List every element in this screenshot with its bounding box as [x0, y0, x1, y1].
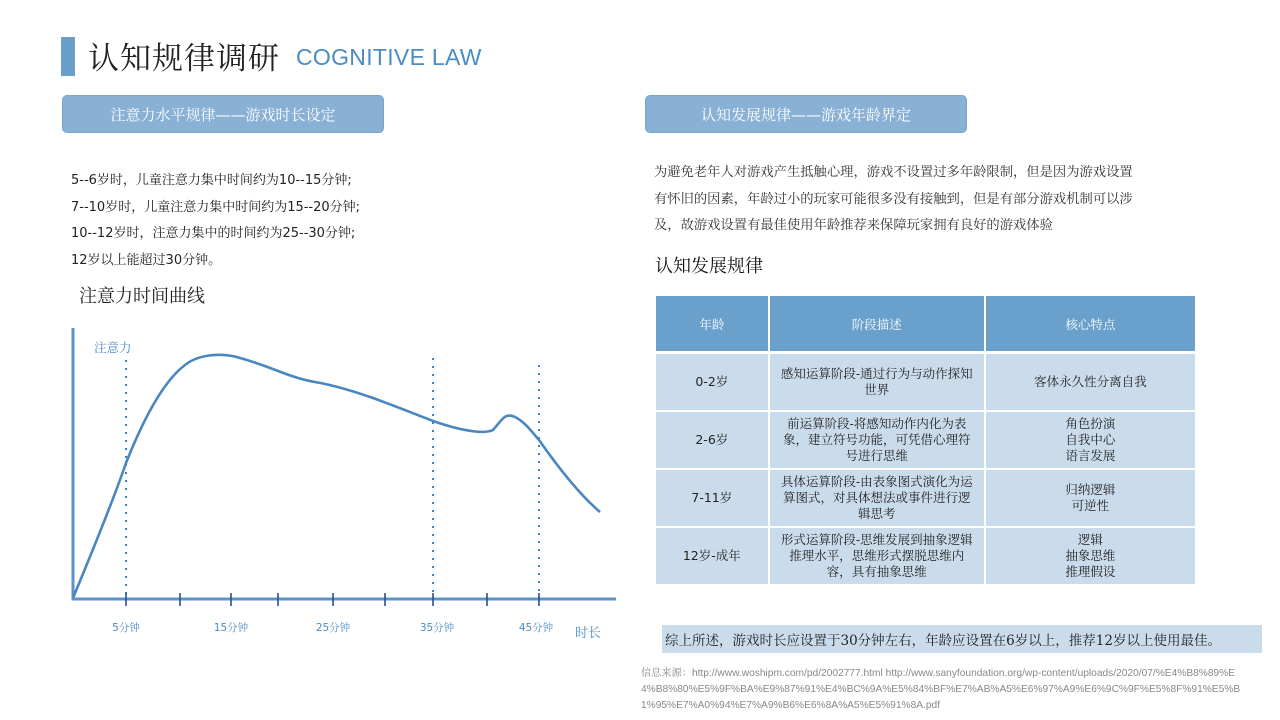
cell-age: 2-6岁 [656, 412, 768, 470]
cognitive-stage-table [654, 296, 1197, 586]
chart-title: 注意力时间曲线 [79, 286, 205, 307]
table-row [656, 528, 1195, 586]
page-title: 认知规律调研 [88, 41, 280, 77]
source-label: 信息来源： [641, 668, 692, 679]
trait: 自我中心 [1065, 432, 1116, 447]
table-title: 认知发展规律 [655, 256, 763, 277]
trait: 角色扮演 [1065, 416, 1116, 431]
cell-traits [986, 528, 1195, 586]
col-header-desc: 阶段描述 [770, 296, 984, 354]
trait: 抽象思维 [1065, 548, 1116, 563]
x-tick-label: 5分钟 [112, 622, 140, 634]
x-tick-label: 25分钟 [315, 622, 351, 634]
cell-desc: 具体运算阶段-由表象图式演化为运算图式，对具体想法或事件进行逻辑思考 [770, 470, 984, 528]
attention-curve [73, 355, 600, 598]
attention-curve-chart [60, 320, 620, 650]
table-row [656, 412, 1195, 470]
col-header-traits: 核心特点 [986, 296, 1195, 354]
trait: 可逆性 [1071, 498, 1110, 513]
cell-traits [986, 470, 1195, 528]
trait: 语言发展 [1065, 448, 1116, 463]
trait: 逻辑 [1077, 532, 1103, 547]
x-tick-label: 35分钟 [419, 622, 455, 634]
chart-canvas [60, 320, 620, 650]
section-header-cognitive: 认知发展规律——游戏年龄界定 [645, 95, 967, 133]
x-tick-label: 45分钟 [518, 622, 554, 634]
cell-age: 12岁-成年 [656, 528, 768, 586]
cell-traits [986, 354, 1195, 412]
section-header-attention: 注意力水平规律——游戏时长设定 [62, 95, 384, 133]
source-links: http://www.woshipm.com/pd/2002777.html http://www.sanyfoundation.org/wp-content/uploads/2020/07/%E4%B8%89%E4%B8%80%E5%9F%BA%E9%87%91%E4%BC%9A%E5%84%BF%E7%AB%A5%E6%97%A9%E6%9C%9F%E5%8F%91%E5%B1%95%E7%A0%94%E7%A9%B6%E6%8A%A5%E5%91%8A.pdf [641, 668, 1241, 711]
cell-traits [986, 412, 1195, 470]
rule-line: 5--6岁时，儿童注意力集中时间约为10--15分钟; [71, 173, 352, 188]
rule-line: 12岁以上能超过30分钟。 [71, 252, 222, 268]
summary-banner: 综上所述，游戏时长应设置于30分钟左右，年龄应设置在6岁以上，推荐12岁以上使用最佳。 [662, 625, 1262, 653]
table-header-row [656, 296, 1195, 354]
cell-age: 7-11岁 [656, 470, 768, 528]
page-subtitle-en: COGNITIVE LAW [296, 44, 482, 70]
attention-rules [71, 168, 360, 274]
rule-line: 7--10岁时，儿童注意力集中时间约为15--20分钟; [71, 199, 361, 215]
trait: 推理假设 [1065, 564, 1116, 579]
y-axis-label: 注意力 [94, 340, 132, 355]
trait: 归纳逻辑 [1065, 482, 1116, 497]
cell-desc: 感知运算阶段-通过行为与动作探知世界 [770, 354, 984, 412]
trait: 客体永久性分离自我 [1034, 374, 1147, 389]
col-header-age: 年龄 [656, 296, 768, 354]
cognitive-intro-text: 为避免老年人对游戏产生抵触心理，游戏不设置过多年龄限制，但是因为游戏设置有怀旧的因素，年龄过小的玩家可能很多没有接触到，但是有部分游戏机制可以涉及，故游戏设置有最佳使用年龄推荐来保障玩家拥有良好的游戏体验 [654, 165, 1133, 233]
source-citation [641, 666, 1241, 714]
cell-age: 0-2岁 [656, 354, 768, 412]
x-tick-label: 15分钟 [213, 622, 249, 634]
table-row [656, 354, 1195, 412]
cell-desc: 前运算阶段-将感知动作内化为表象，建立符号功能，可凭借心理符号进行思维 [770, 412, 984, 470]
table-row [656, 470, 1195, 528]
x-axis-label: 时长 [575, 626, 602, 641]
rule-line: 10--12岁时，注意力集中的时间约为25--30分钟; [71, 226, 356, 241]
title-accent-bar [61, 37, 75, 76]
cell-desc: 形式运算阶段-思维发展到抽象逻辑推理水平，思维形式摆脱思维内容，具有抽象思维 [770, 528, 984, 586]
